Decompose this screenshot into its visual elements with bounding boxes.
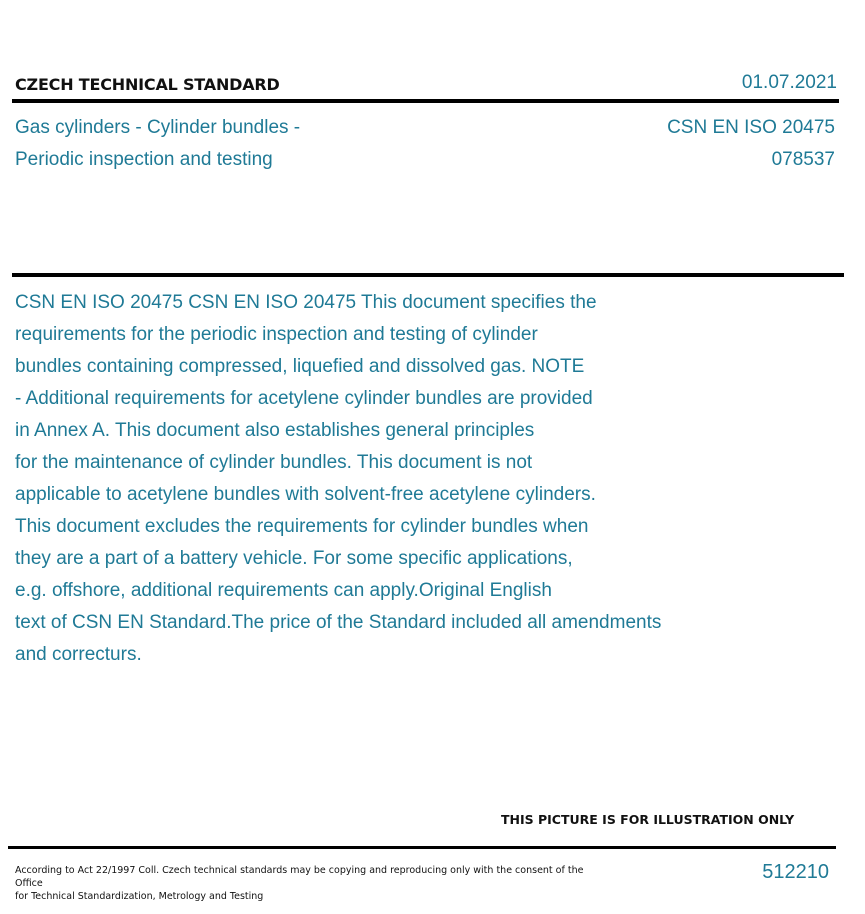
title-divider	[12, 273, 844, 277]
standard-code: CSN EN ISO 20475	[667, 117, 835, 138]
standard-description: CSN EN ISO 20475 CSN EN ISO 20475 This document specifies the requirements for the periodic inspection and testing of cylinder bundles containing compressed, liquefied and dissolved gas. NOTE - Additional requirements for acetylene cylinder bundles are provided in Annex A. This document also establishes general principles for the maintenance of cylinder bundles. This document is not applicable to acetylene bundles with solvent-free acetylene cylinders. This document excludes the requirements for cylinder bundles when they are a part of a battery vehicle. For some specific applications, e.g. offshore, additional requirements can apply.Original English text of CSN EN Standard.The price of the Standard included all amendments and correcturs.	[15, 292, 662, 665]
standard-title-line-1: Gas cylinders - Cylinder bundles -	[15, 117, 301, 138]
header-divider	[12, 99, 839, 103]
document-id: 512210	[762, 861, 829, 883]
illustration-notice: THIS PICTURE IS FOR ILLUSTRATION ONLY	[501, 812, 795, 827]
document-type-heading: CZECH TECHNICAL STANDARD	[15, 75, 280, 94]
footer-divider	[8, 846, 836, 849]
legal-notice: According to Act 22/1997 Coll. Czech technical standards may be copying and reproducing only with the consent of the Office for Technical Standardization, Metrology and Testing	[15, 865, 584, 902]
publication-date: 01.07.2021	[741, 72, 837, 93]
standard-title-line-2: Periodic inspection and testing	[15, 149, 273, 170]
standard-catalog-number: 078537	[771, 149, 835, 170]
